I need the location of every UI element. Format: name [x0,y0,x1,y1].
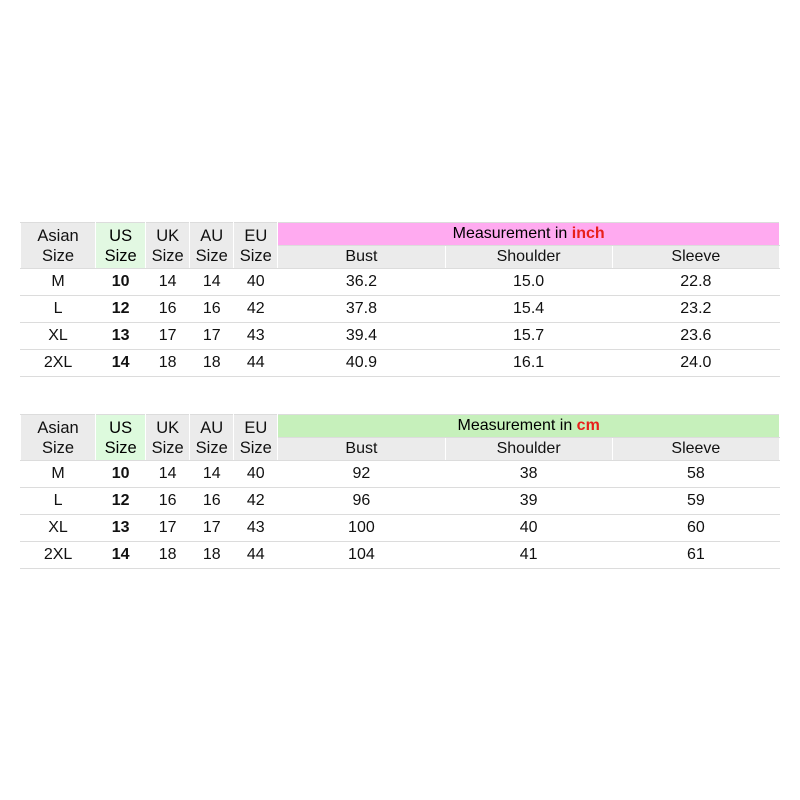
cell-au-size: 14 [190,461,234,488]
measurement-banner-cm [278,415,780,438]
cell-sleeve: 58 [612,461,779,488]
cell-bust: 37.8 [278,296,445,323]
cell-shoulder: 38 [445,461,612,488]
cell-shoulder: 15.4 [445,296,612,323]
cell-uk-size: 14 [146,269,190,296]
cell-us-size: 10 [96,461,146,488]
cell-sleeve: 22.8 [612,269,779,296]
header-asian-size: Asian Size [21,415,96,461]
cell-asian-size: XL [21,323,96,350]
cell-au-size: 17 [190,323,234,350]
header-uk-size: UK Size [146,415,190,461]
table-row [21,515,780,542]
cell-shoulder: 39 [445,488,612,515]
header-eu-size: EU Size [234,415,278,461]
header-au-size: AU Size [190,415,234,461]
cell-bust: 36.2 [278,269,445,296]
header-au-size: AU Size [190,223,234,269]
cell-eu-size: 42 [234,296,278,323]
header-eu-size: EU Size [234,223,278,269]
cell-us-size: 10 [96,269,146,296]
cell-bust: 104 [278,542,445,569]
cell-bust: 100 [278,515,445,542]
cell-eu-size: 44 [234,350,278,377]
cell-sleeve: 24.0 [612,350,779,377]
cell-bust: 39.4 [278,323,445,350]
cell-shoulder: 15.0 [445,269,612,296]
cell-bust: 96 [278,488,445,515]
cell-au-size: 16 [190,488,234,515]
cell-uk-size: 16 [146,488,190,515]
cell-eu-size: 40 [234,269,278,296]
subheader-bust: Bust [278,438,445,461]
cell-asian-size: 2XL [21,350,96,377]
cell-au-size: 18 [190,542,234,569]
cell-asian-size: XL [21,515,96,542]
cell-us-size: 12 [96,296,146,323]
header-us-size: US Size [96,415,146,461]
header-us-size: US Size [96,223,146,269]
header-asian-size: Asian Size [21,223,96,269]
cell-us-size: 12 [96,488,146,515]
measurement-unit: cm [576,417,600,434]
cell-bust: 40.9 [278,350,445,377]
cell-uk-size: 17 [146,323,190,350]
cell-shoulder: 16.1 [445,350,612,377]
cell-asian-size: L [21,488,96,515]
cell-uk-size: 17 [146,515,190,542]
cell-asian-size: M [21,461,96,488]
table-row [21,350,780,377]
table-row [21,542,780,569]
cell-eu-size: 40 [234,461,278,488]
cell-us-size: 13 [96,323,146,350]
cell-eu-size: 43 [234,515,278,542]
table-header-row [21,415,780,438]
cell-us-size: 13 [96,515,146,542]
table-row [21,296,780,323]
cell-sleeve: 23.6 [612,323,779,350]
table-row [21,488,780,515]
cell-us-size: 14 [96,350,146,377]
subheader-shoulder: Shoulder [445,246,612,269]
measurement-label: Measurement in [457,417,577,434]
measurement-banner-inch [278,223,780,246]
cm-size-table-container [20,414,780,569]
measurement-label: Measurement in [452,225,572,242]
cm-size-table [20,414,780,569]
cell-uk-size: 18 [146,542,190,569]
inch-size-table-container [20,222,780,377]
measurement-unit: inch [571,225,605,242]
cell-bust: 92 [278,461,445,488]
cell-uk-size: 18 [146,350,190,377]
cell-sleeve: 23.2 [612,296,779,323]
cell-uk-size: 14 [146,461,190,488]
cell-us-size: 14 [96,542,146,569]
header-uk-size: UK Size [146,223,190,269]
table-row [21,269,780,296]
cell-sleeve: 61 [612,542,779,569]
cell-eu-size: 44 [234,542,278,569]
cell-au-size: 14 [190,269,234,296]
cell-eu-size: 42 [234,488,278,515]
subheader-sleeve: Sleeve [612,438,779,461]
cell-sleeve: 59 [612,488,779,515]
inch-size-table [20,222,780,377]
cell-asian-size: 2XL [21,542,96,569]
cell-shoulder: 40 [445,515,612,542]
subheader-shoulder: Shoulder [445,438,612,461]
cell-au-size: 16 [190,296,234,323]
table-row [21,461,780,488]
cell-shoulder: 15.7 [445,323,612,350]
cell-sleeve: 60 [612,515,779,542]
cell-au-size: 18 [190,350,234,377]
table-row [21,323,780,350]
cell-asian-size: M [21,269,96,296]
table-header-row [21,223,780,246]
cell-eu-size: 43 [234,323,278,350]
subheader-bust: Bust [278,246,445,269]
cell-au-size: 17 [190,515,234,542]
cell-shoulder: 41 [445,542,612,569]
cell-uk-size: 16 [146,296,190,323]
cell-asian-size: L [21,296,96,323]
subheader-sleeve: Sleeve [612,246,779,269]
